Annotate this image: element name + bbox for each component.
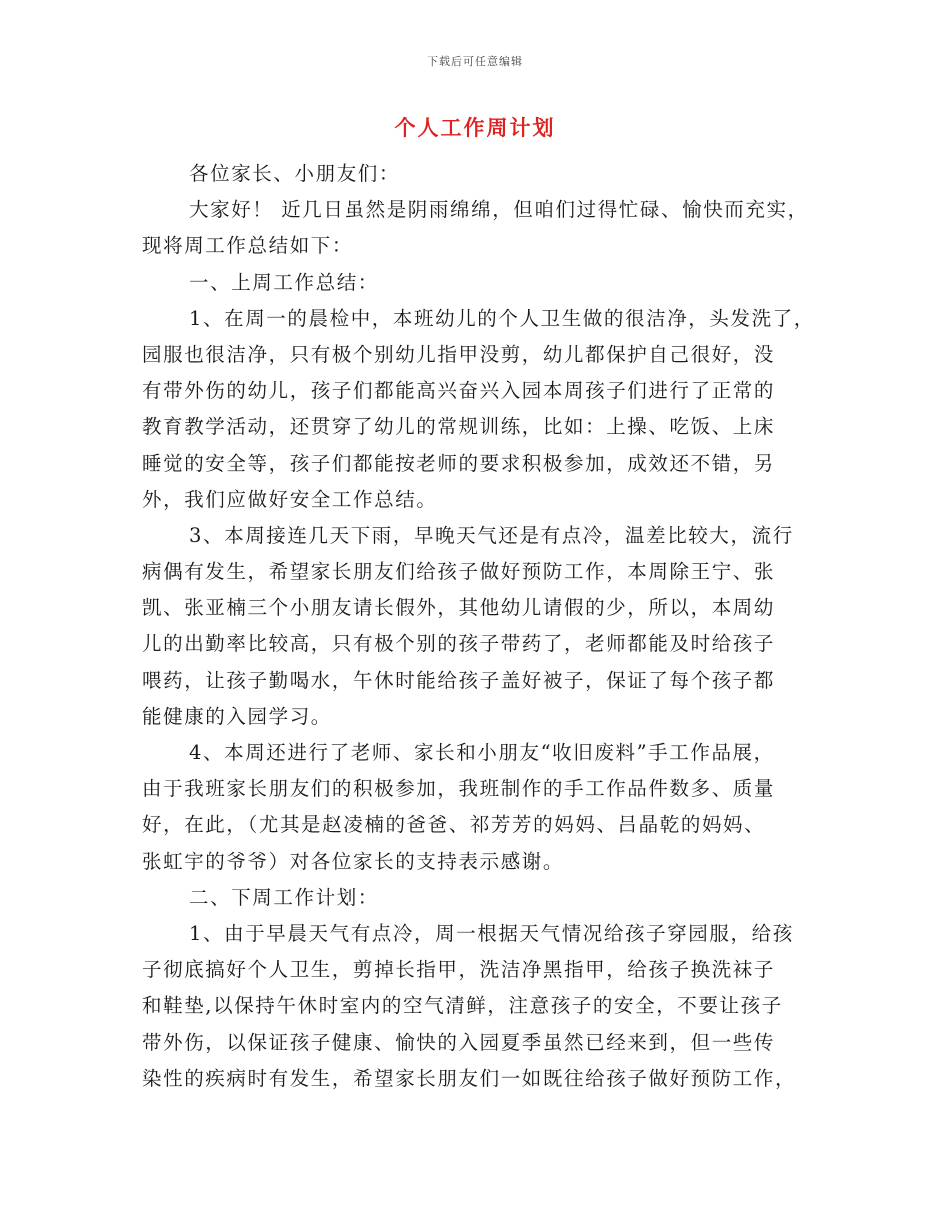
- text-line: 睡觉的安全等，孩子们都能按老师的要求积极参加，成效还不错，另: [142, 451, 776, 475]
- text-line: 和鞋垫,以保持午休时室内的空气清鲜，注意孩子的安全，不要让孩子: [142, 994, 783, 1018]
- text-line: 教育教学活动，还贯穿了幼儿的常规训练，比如：上操、吃饭、上床: [142, 415, 776, 439]
- text-line: 张虹宇的爷爷）对各位家长的支持表示感谢。: [142, 849, 565, 873]
- text-line: 喂药，让孩子勤喝水，午休时能给孩子盖好被子，保证了每个孩子都: [142, 668, 776, 692]
- text-line: 儿的出勤率比较高，只有极个别的孩子带药了，老师都能及时给孩子: [142, 632, 776, 656]
- text-line: 3、本周接连几天下雨，早晚天气还是有点冷，温差比较大，流行: [189, 523, 794, 547]
- document-body: [142, 156, 822, 1097]
- text-line: 由于我班家长朋友们的积极参加，我班制作的手工作品件数多、质量: [142, 777, 776, 801]
- text-line: 染性的疾病时有发生，希望家长朋友们一如既往给孩子做好预防工作，: [142, 1066, 797, 1090]
- document-title: 个人工作周计划: [394, 115, 556, 140]
- text-line: 二、下周工作计划：: [189, 885, 379, 909]
- text-line: 外，我们应做好安全工作总结。: [142, 487, 438, 511]
- text-line: 带外伤，以保证孩子健康、愉快的入园夏季虽然已经来到，但一些传: [142, 1030, 776, 1054]
- text-line: 现将周工作总结如下：: [142, 234, 354, 258]
- text-line: 园服也很洁净，只有极个别幼儿指甲没剪，幼儿都保护自己很好，没: [142, 342, 776, 366]
- text-line: 有带外伤的幼儿，孩子们都能高兴奋兴入园本周孩子们进行了正常的: [142, 379, 776, 403]
- text-line: 1、由于早晨天气有点冷，周一根据天气情况给孩子穿园服，给孩: [189, 921, 794, 945]
- text-line: 凯、张亚楠三个小朋友请长假外，其他幼儿请假的少，所以，本周幼: [142, 596, 776, 620]
- text-line: 各位家长、小朋友们：: [189, 162, 401, 185]
- text-line: 子彻底搞好个人卫生，剪掉长指甲，洗洁净黑指甲，给孩子换洗袜子: [142, 958, 776, 982]
- text-line: 大家好！ 近几日虽然是阴雨绵绵，但咱们过得忙碌、愉快而充实，: [189, 198, 809, 222]
- text-line: 能健康的入园学习。: [142, 704, 332, 728]
- text-line: 病偶有发生，希望家长朋友们给孩子做好预防工作，本周除王宁、张: [142, 560, 776, 584]
- header-note: 下载后可任意编辑: [427, 55, 523, 68]
- text-line: 1、在周一的晨检中，本班幼儿的个人卫生做的很洁净，头发洗了，: [189, 306, 815, 330]
- text-line: 4、本周还进行了老师、家长和小朋友“收旧废料”手工作品展，: [189, 741, 775, 764]
- text-line: 好，在此，（尤其是赵凌楠的爸爸、祁芳芳的妈妈、吕晶乾的妈妈、: [142, 813, 766, 837]
- text-line: 一、上周工作总结：: [189, 270, 379, 294]
